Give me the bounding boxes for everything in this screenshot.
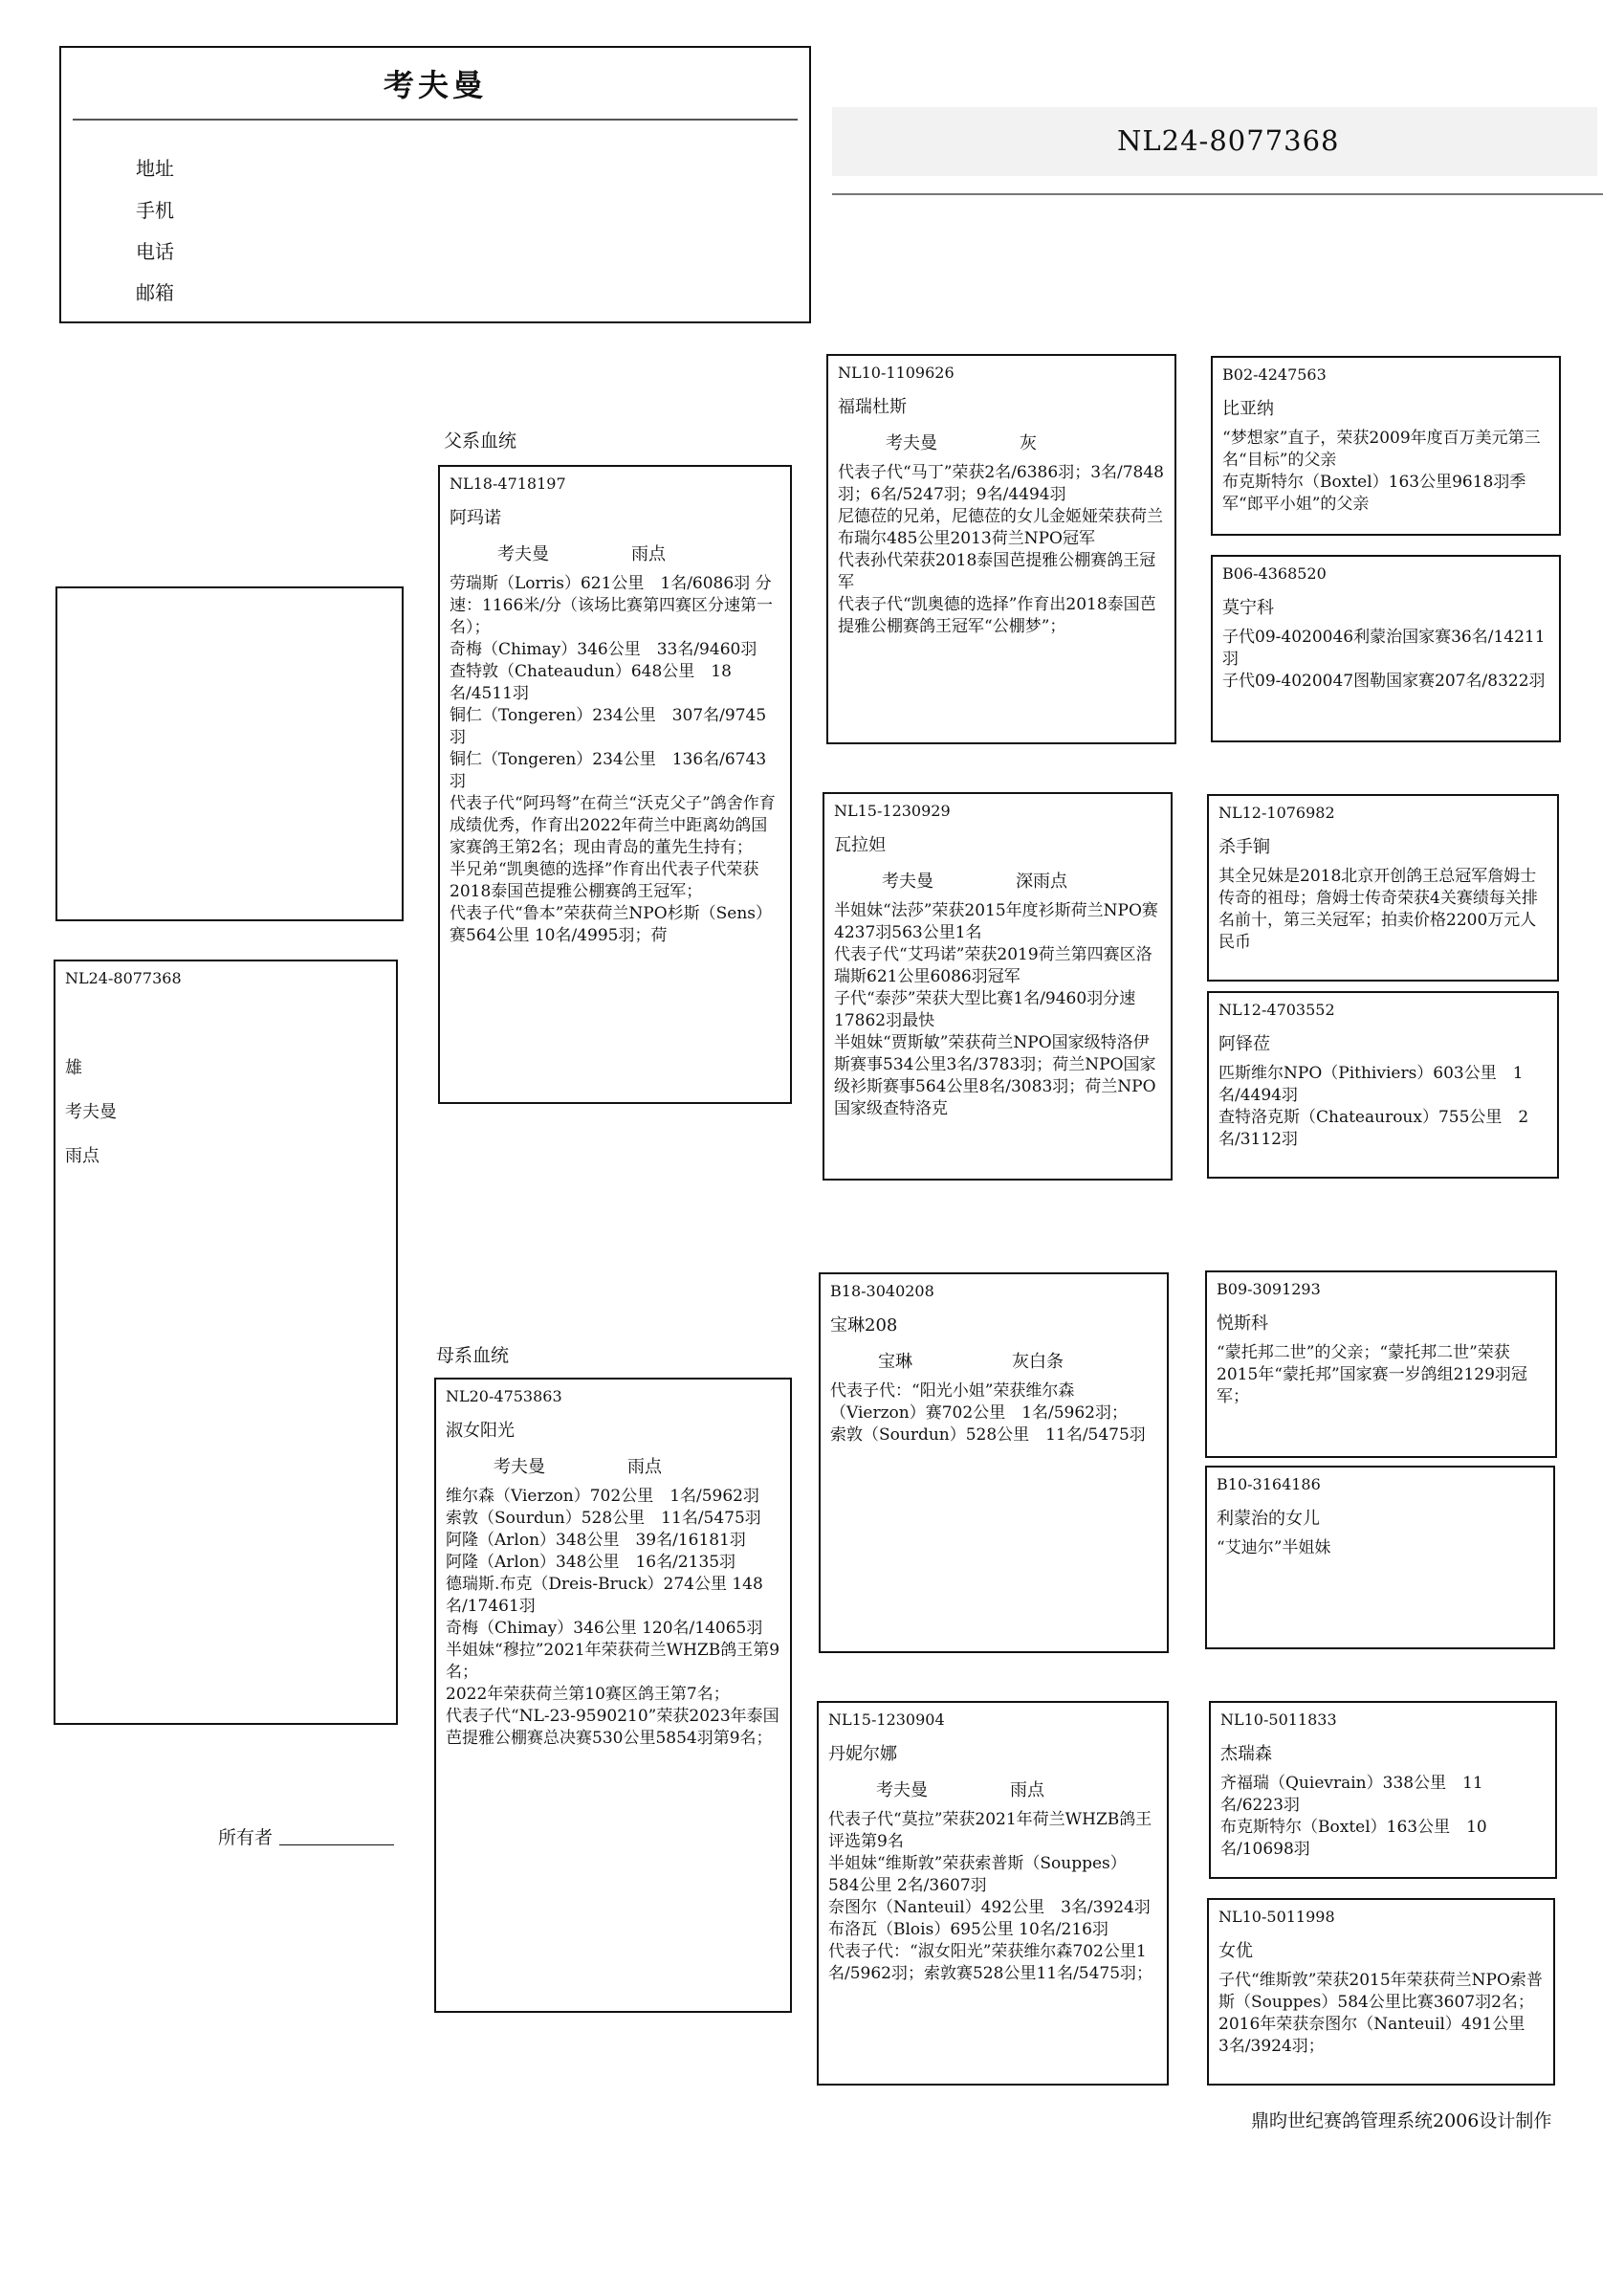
sire-sire-line: 代表子代“凯奥德的选择”作育出2018泰国芭提雅公棚赛鸽王冠军“公棚梦”； <box>838 595 1156 636</box>
dam-line-label: 母系血统 <box>436 1345 510 1366</box>
dam-dam-color: 雨点 <box>1010 1780 1044 1800</box>
subject-sex: 雄 <box>65 1058 82 1078</box>
ggp-sss-name: 比亚纳 <box>1222 399 1274 419</box>
ggp-ssd-description <box>1213 619 1559 693</box>
ggp-dds-line: 齐福瑞（Quievrain）338公里 11名/6223羽 <box>1220 1774 1483 1815</box>
owner-line <box>279 1844 394 1845</box>
ggp-ssd-box <box>1211 555 1561 742</box>
sire-color: 雨点 <box>631 544 666 564</box>
sire-line: 奇梅（Chimay）346公里 33名/9460羽 <box>450 640 757 659</box>
header-divider <box>73 119 798 121</box>
main-ring-rule <box>832 193 1603 195</box>
dam-line: 维尔森（Vierzon）702公里 1名/5962羽 <box>446 1487 759 1506</box>
ggp-dss-line: “蒙托邦二世”的父亲；“蒙托邦二世”荣获2015年“蒙托邦”国家赛一岁鸽组2129羽冠军； <box>1217 1343 1527 1406</box>
dam-sire-breeder: 宝琳 <box>878 1352 912 1372</box>
sire-dam-color: 深雨点 <box>1016 872 1067 892</box>
dam-line: 奇梅（Chimay）346公里 120名/14065羽 <box>446 1619 763 1638</box>
sire-sire-breeder: 考夫曼 <box>886 433 937 453</box>
ggp-dds-box <box>1209 1701 1557 1879</box>
ggp-sdd-name: 阿铎莅 <box>1218 1034 1270 1054</box>
dam-dam-line: 布洛瓦（Blois）695公里 10名/216羽 <box>828 1920 1108 1939</box>
sire-ring: NL18-4718197 <box>450 475 566 493</box>
sire-line: 代表子代“阿玛弩”在荷兰“沃克父子”鸽舍作育成绩优秀，作育出2022年荷兰中距离幼鸽国家赛鸽王第2名；现由青岛的董先生持有； <box>450 794 776 857</box>
main-ring-number: NL24-8077368 <box>1117 124 1340 157</box>
ggp-ddd-name: 女优 <box>1218 1941 1253 1961</box>
dam-sire-line: 索敦（Sourdun）528公里 11名/5475羽 <box>830 1425 1146 1445</box>
dam-line: 阿隆（Arlon）348公里 16名/2135羽 <box>446 1553 736 1572</box>
ggp-sss-line: 布克斯特尔（Boxtel）163公里9618羽季军“郎平小姐”的父亲 <box>1222 473 1526 514</box>
dam-sire-name: 宝琳208 <box>830 1315 898 1336</box>
ggp-ssd-ring: B06-4368520 <box>1222 564 1327 583</box>
dam-dam-description <box>819 1801 1167 1985</box>
dam-dam-line: 代表子代：“淑女阳光”荣获维尔森702公里1名/5962羽；索敦赛528公里11名/5475羽； <box>828 1942 1153 1983</box>
ggp-sds-name: 杀手锏 <box>1218 837 1270 857</box>
ggp-sds-ring: NL12-1076982 <box>1218 804 1335 822</box>
ggp-ddd-ring: NL10-5011998 <box>1218 1908 1335 1926</box>
sire-sire-breeder-color <box>828 418 1174 454</box>
sire-line: 半兄弟“凯奥德的选择”作育出代表子代荣获2018泰国芭提雅公棚赛鸽王冠军； <box>450 860 759 901</box>
dam-sire-line: 代表子代：“阳光小姐”荣获维尔森（Vierzon）赛702公里 1名/5962羽； <box>830 1381 1128 1423</box>
sire-dam-name: 瓦拉妲 <box>834 835 886 855</box>
dam-sire-description <box>821 1373 1167 1446</box>
dam-dam-breeder: 考夫曼 <box>876 1780 928 1800</box>
dam-dam-box <box>817 1701 1169 2086</box>
dam-dam-line: 半姐妹“维斯敦”荣获索普斯（Souppes）584公里 2名/3607羽 <box>828 1854 1127 1895</box>
sire-breeder: 考夫曼 <box>497 544 549 564</box>
breeder-info-box <box>59 46 811 323</box>
owner-label: 所有者 <box>218 1827 274 1848</box>
sire-sire-color: 灰 <box>1020 433 1037 453</box>
ggp-dsd-ring: B10-3164186 <box>1217 1475 1321 1493</box>
ggp-ddd-line: 子代“维斯敦”荣获2015年荣获荷兰NPO索普斯（Souppes）584公里比赛3607羽2名；2016年荣获奈图尔（Nanteuil）491公里 3名/3924羽； <box>1218 1971 1543 2056</box>
footer-credit: 鼎昀世纪赛鸽管理系统2006设计制作 <box>1251 2110 1552 2131</box>
sire-line-label: 父系血统 <box>444 430 517 452</box>
dam-line: 2022年荣获荷兰第10赛区鸽王第7名； <box>446 1685 730 1704</box>
sire-name: 阿玛诺 <box>450 508 501 528</box>
dam-sire-ring: B18-3040208 <box>830 1282 934 1300</box>
dam-ring: NL20-4753863 <box>446 1387 562 1405</box>
sire-dam-box <box>823 792 1173 1181</box>
sire-dam-line: 半姐妹“贾斯敏”荣获荷兰NPO国家级特洛伊斯赛事534公里3名/3783羽；荷兰NPO国家级衫斯赛事564公里8名/3083羽；荷兰NPO国家级查特洛克 <box>834 1033 1156 1118</box>
sire-dam-line: 半姐妹“法莎”荣获2015年度衫斯荷兰NPO赛4237羽563公里1名 <box>834 901 1158 942</box>
dam-dam-name: 丹妮尔娜 <box>828 1744 897 1764</box>
ggp-dds-description <box>1211 1765 1555 1861</box>
ggp-ddd-description <box>1209 1962 1553 2058</box>
dam-breeder: 考夫曼 <box>494 1457 545 1477</box>
dam-sire-breeder-color <box>821 1336 1167 1373</box>
ggp-ddd-box <box>1207 1898 1555 2086</box>
dam-dam-line: 奈图尔（Nanteuil）492公里 3名/3924羽 <box>828 1898 1151 1917</box>
dam-dam-line: 代表子代“莫拉”荣获2021年荷兰WHZB鸽王评选第9名 <box>828 1810 1152 1851</box>
ggp-dss-description <box>1207 1335 1555 1408</box>
dam-sire-box <box>819 1272 1169 1653</box>
sire-line: 劳瑞斯（Lorris）621公里 1名/6086羽 分速：1166米/分（该场比赛第四赛区分速第一名）； <box>450 574 773 637</box>
ggp-sdd-box <box>1207 991 1559 1179</box>
dam-line: 阿隆（Arlon）348公里 39名/16181羽 <box>446 1531 746 1550</box>
ggp-sdd-line: 查特洛克斯（Chateauroux）755公里 2名/3112羽 <box>1218 1108 1529 1149</box>
ggp-dds-name: 杰瑞森 <box>1220 1744 1272 1764</box>
sire-sire-description <box>828 454 1174 638</box>
ggp-dss-ring: B09-3091293 <box>1217 1280 1321 1298</box>
sire-dam-line: 子代“泰莎”荣获大型比赛1名/9460羽分速17862羽最快 <box>834 989 1136 1030</box>
ggp-sds-line: 其全兄妹是2018北京开创鸽王总冠军詹姆士传奇的祖母；詹姆士传奇荣获4关赛绩每关排名前十，第三关冠军；拍卖价格2200万元人民币 <box>1218 867 1538 952</box>
phone-label: 电话 <box>136 240 174 263</box>
sire-description <box>440 565 790 947</box>
subject-breeder: 考夫曼 <box>65 1102 117 1122</box>
sire-line: 铜仁（Tongeren）234公里 307名/9745羽 <box>450 706 767 747</box>
ggp-sss-line: “梦想家”直子，荣获2009年度百万美元第三名“目标”的父亲 <box>1222 429 1541 470</box>
sire-sire-line: 代表孙代荣获2018泰国芭提雅公棚赛鸽王冠军 <box>838 551 1156 592</box>
ggp-ssd-line: 子代09-4020046利蒙治国家赛36名/14211羽 <box>1222 628 1546 669</box>
dam-line: 半姐妹“穆拉”2021年荣获荷兰WHZB鸽王第9名； <box>446 1641 780 1682</box>
ggp-dss-name: 悦斯科 <box>1217 1314 1268 1334</box>
dam-name: 淑女阳光 <box>446 1421 515 1441</box>
dam-line: 索敦（Sourdun）528公里 11名/5475羽 <box>446 1509 761 1528</box>
ggp-dsd-box <box>1205 1466 1555 1649</box>
ggp-sss-box <box>1211 356 1561 536</box>
ggp-dsd-description <box>1207 1530 1553 1559</box>
sire-box <box>438 465 792 1104</box>
ggp-dds-line: 布克斯特尔（Boxtel）163公里 10名/10698羽 <box>1220 1818 1487 1859</box>
sire-line: 代表子代“鲁本”荣获荷兰NPO杉斯（Sens）赛564公里 10名/4995羽；荷 <box>450 904 773 945</box>
sire-sire-ring: NL10-1109626 <box>838 364 955 382</box>
dam-line: 德瑞斯.布克（Dreis-Bruck）274公里 148名/17461羽 <box>446 1575 763 1616</box>
dam-line: 代表子代“NL-23-9590210”荣获2023年泰国芭提雅公棚赛总决赛530公里5854羽第9名； <box>446 1707 779 1748</box>
ggp-sdd-ring: NL12-4703552 <box>1218 1001 1335 1019</box>
dam-sire-color: 灰白条 <box>1012 1352 1064 1372</box>
dam-dam-ring: NL15-1230904 <box>828 1711 945 1729</box>
dam-description <box>436 1478 790 1750</box>
sire-line: 查特敦（Chateaudun）648公里 18名/4511羽 <box>450 662 732 703</box>
email-label: 邮箱 <box>136 281 174 304</box>
sire-breeder-color <box>440 529 790 565</box>
ggp-ssd-line: 子代09-4020047图勒国家赛207名/8322羽 <box>1222 672 1546 691</box>
dam-box <box>434 1378 792 2013</box>
dam-color: 雨点 <box>627 1457 662 1477</box>
ggp-dsd-line: “艾迪尔”半姐妹 <box>1217 1538 1331 1557</box>
sire-sire-line: 尼德莅的兄弟，尼德莅的女儿金姬娅荣获荷兰布瑞尔485公里2013荷兰NPO冠军 <box>838 507 1163 548</box>
subject-ring: NL24-8077368 <box>65 969 182 987</box>
breeder-title: 考夫曼 <box>383 67 487 103</box>
sire-sire-line: 代表子代“马丁”荣获2名/6386羽；3名/7848羽；6名/5247羽；9名/4494羽 <box>838 463 1164 504</box>
subject-bird-box <box>54 960 398 1725</box>
sire-dam-line: 代表子代“艾玛诺”荣获2019荷兰第四赛区洛瑞斯621公里6086羽冠军 <box>834 945 1152 986</box>
ggp-dss-box <box>1205 1270 1557 1458</box>
subject-color: 雨点 <box>65 1146 99 1166</box>
ggp-sdd-description <box>1209 1055 1557 1151</box>
ggp-sdd-line: 匹斯维尔NPO（Pithiviers）603公里 1名/4494羽 <box>1218 1064 1524 1105</box>
ggp-dsd-name: 利蒙治的女儿 <box>1217 1509 1320 1529</box>
ggp-sds-box <box>1207 794 1559 982</box>
sire-dam-ring: NL15-1230929 <box>834 802 951 820</box>
ggp-sss-ring: B02-4247563 <box>1222 365 1327 384</box>
photo-box <box>55 586 404 921</box>
sire-sire-box <box>826 354 1176 744</box>
sire-dam-breeder: 考夫曼 <box>882 872 933 892</box>
sire-dam-breeder-color <box>824 856 1171 893</box>
sire-line: 铜仁（Tongeren）234公里 136名/6743羽 <box>450 750 767 791</box>
dam-breeder-color <box>436 1442 790 1478</box>
sire-dam-description <box>824 893 1171 1120</box>
ggp-ssd-name: 莫宁科 <box>1222 598 1274 618</box>
ggp-sss-description <box>1213 420 1559 516</box>
mobile-label: 手机 <box>136 199 174 222</box>
address-label: 地址 <box>136 157 174 180</box>
sire-sire-name: 福瑞杜斯 <box>838 397 907 417</box>
ggp-dds-ring: NL10-5011833 <box>1220 1711 1337 1729</box>
dam-dam-breeder-color <box>819 1765 1167 1801</box>
ggp-sds-description <box>1209 858 1557 954</box>
